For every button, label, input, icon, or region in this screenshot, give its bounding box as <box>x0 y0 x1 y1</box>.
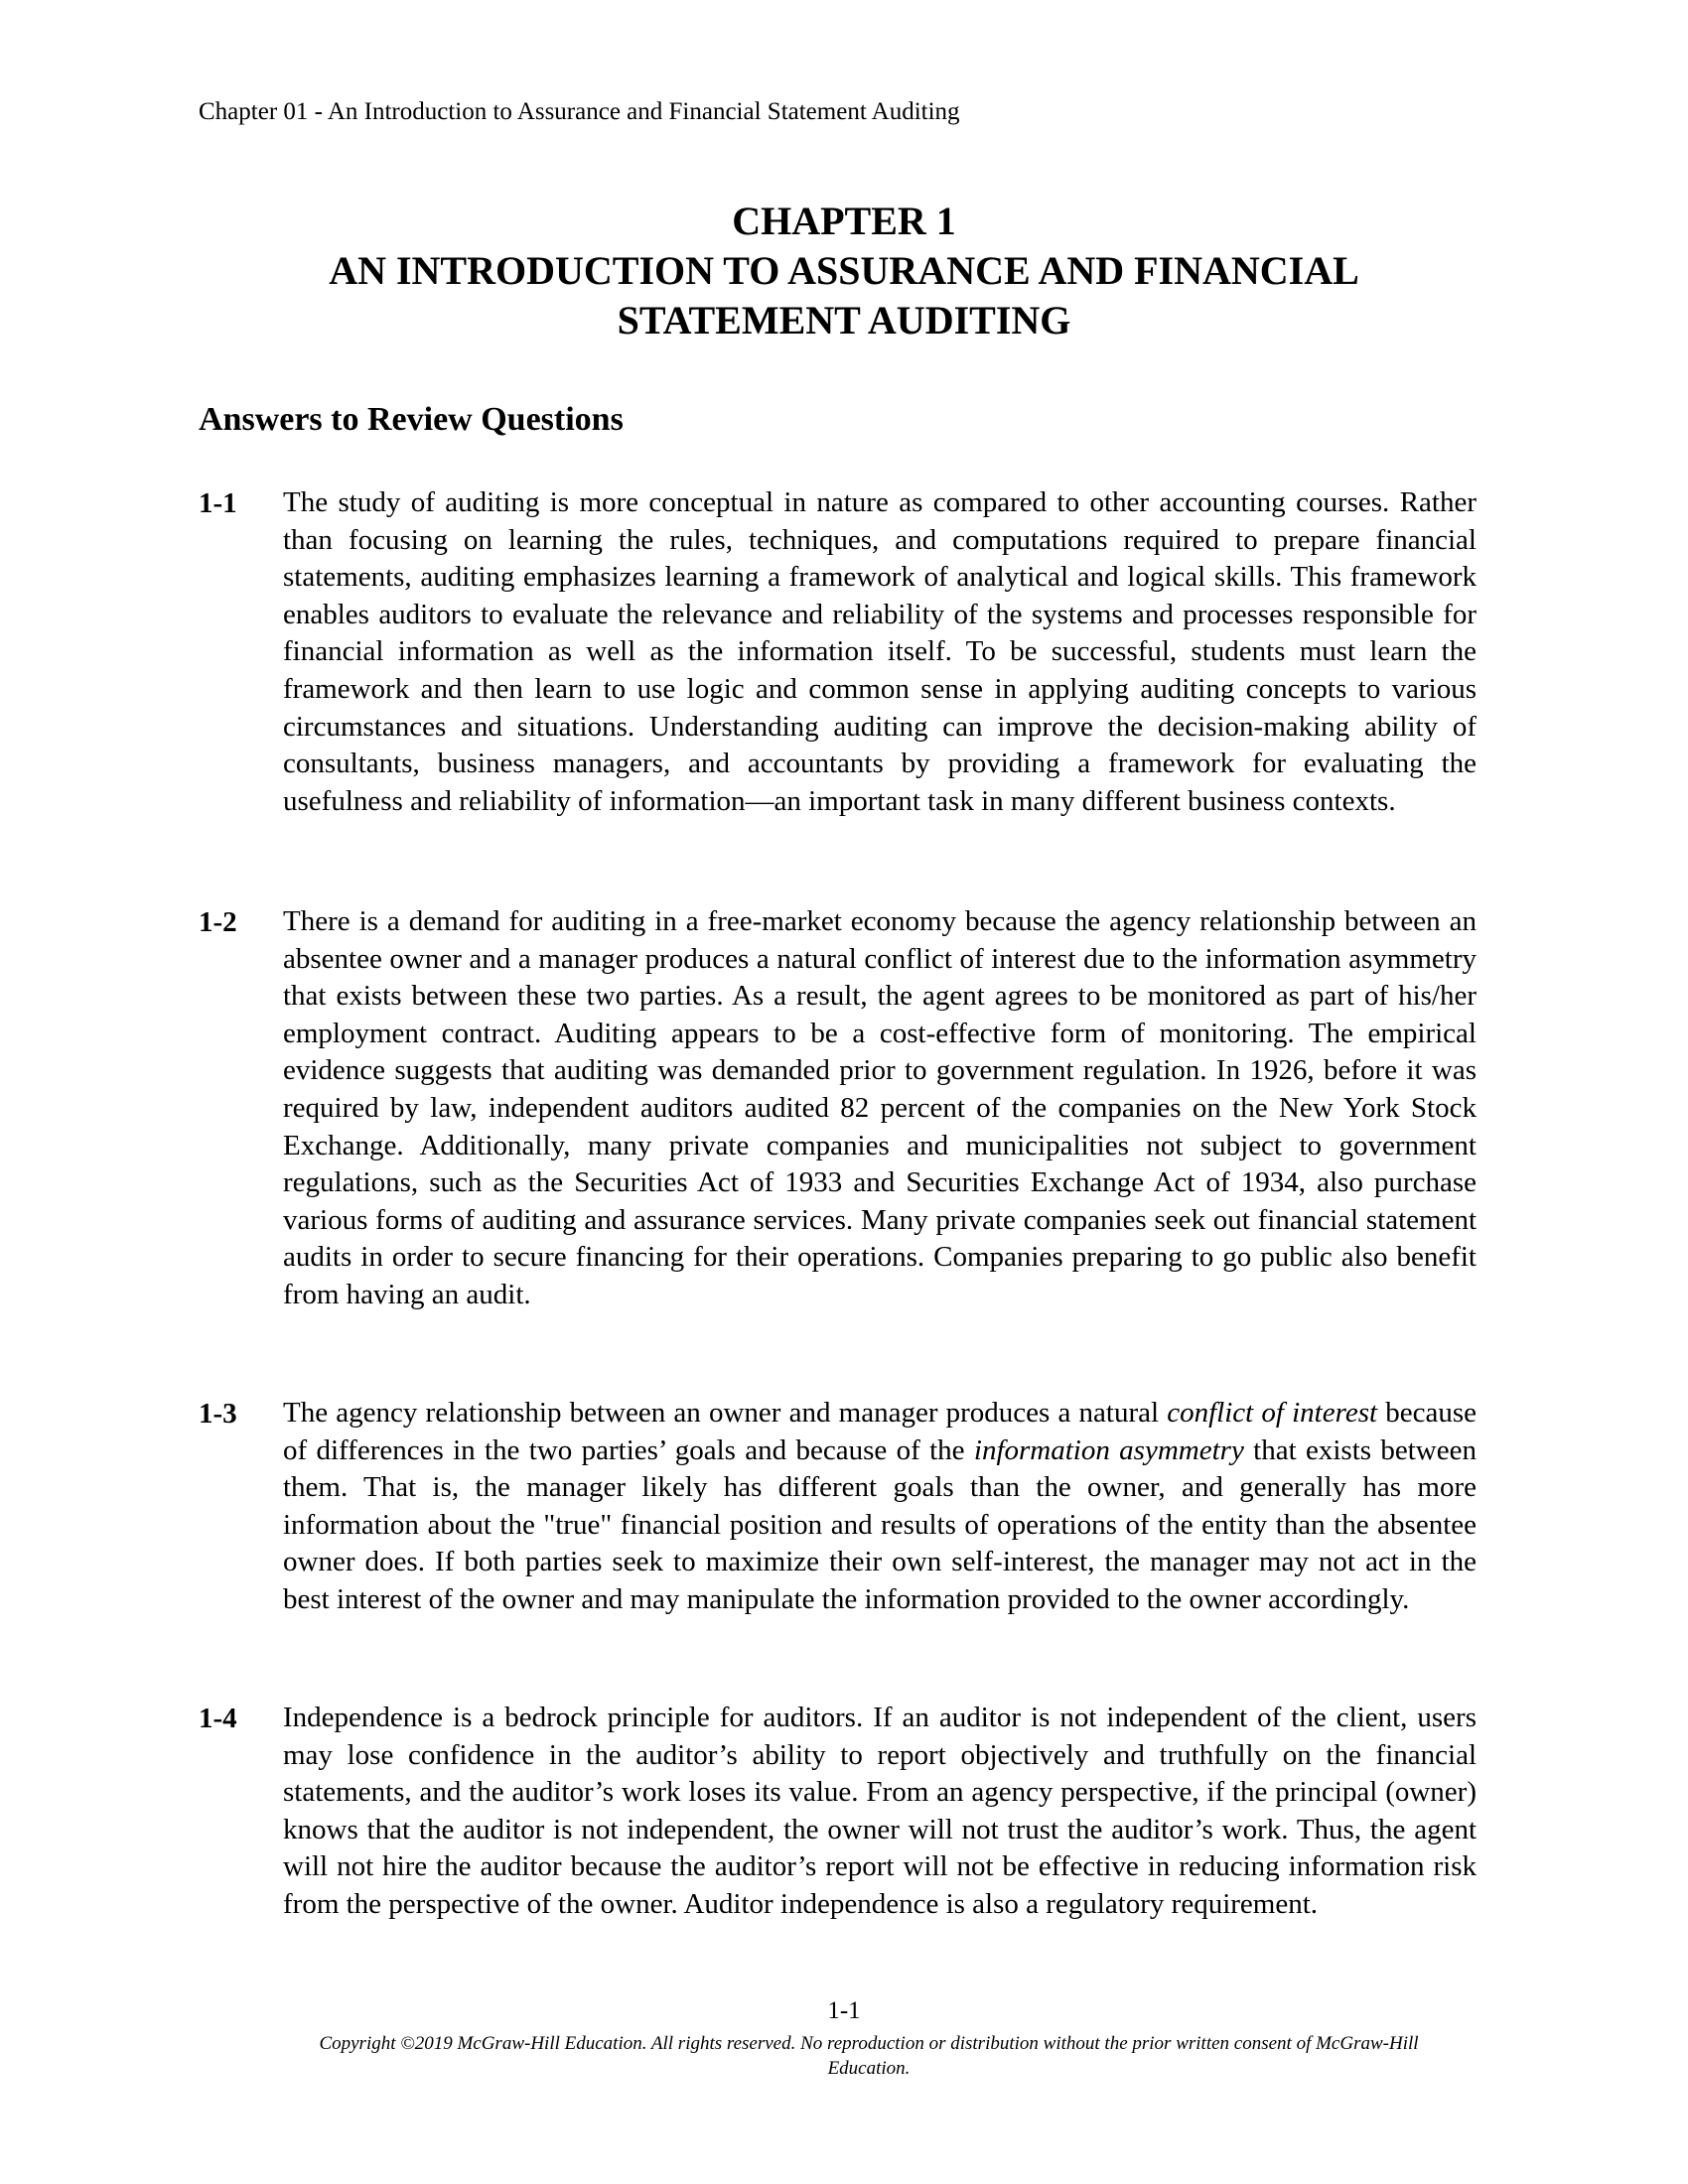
answer-text: Independence is a bedrock principle for auditors. If an auditor is not independent of the client, users may lose confidence in the auditor’s ability to report objectively and truthfully on the financial statements, and the auditor’s work loses its value. From an agency perspective, if the principal (owner) knows that the auditor is not independent, the owner will not trust the auditor’s work. Thus, the agent will not hire the auditor because the auditor’s report will not be effective in reducing information risk from the perspective of the owner. Auditor independence is also a regulatory requirement. <box>283 1702 1477 1920</box>
answer-text: There is a demand for auditing in a free-market economy because the agency relationship between an absentee owner and a manager produces a natural conflict of interest due to the information asymmetry that exists between these two parties. As a result, the agent agrees to be monitored as part of his/her employment contract. Auditing appears to be a cost-effective form of monitoring. The empirical evidence suggests that auditing was demanded prior to government regulation. In 1926, before it was required by law, independent auditors audited 82 percent of the companies on the New York Stock Exchange. Additionally, many private companies and municipalities not subject to government regulations, such as the Securities Act of 1933 and Securities Exchange Act of 1934, also purchase various forms of auditing and assurance services. Many private companies seek out financial statement audits in order to secure financing for their operations. Companies preparing to go public also benefit from having an audit. <box>283 905 1477 1310</box>
review-answer-1-2 <box>199 903 1489 1314</box>
page-number: 1-1 <box>827 1997 861 2024</box>
review-answer-1-4 <box>199 1700 1489 1924</box>
copyright-notice: Copyright ©2019 McGraw-Hill Education. All rights reserved. No reproduction or distribution without the prior written consent of McGraw-Hill Education. <box>319 2033 1419 2079</box>
emphasis-conflict-of-interest: conflict of interest <box>1167 1397 1378 1429</box>
chapter-title-line-1: AN INTRODUCTION TO ASSURANCE AND FINANCIAL <box>329 248 1359 293</box>
question-number: 1-4 <box>199 1703 237 1734</box>
question-number: 1-1 <box>199 487 237 519</box>
chapter-title-line-2: STATEMENT AUDITING <box>617 298 1071 342</box>
question-number: 1-3 <box>199 1398 237 1430</box>
section-heading: Answers to Review Questions <box>199 401 624 438</box>
emphasis-information-asymmetry: information asymmetry <box>973 1433 1244 1466</box>
chapter-title <box>199 197 1489 345</box>
answer-text-part: because of differences in the two parties’ goals and because of the <box>283 1397 1477 1466</box>
answer-text: The study of auditing is more conceptual in nature as compared to other accounting courses. Rather than focusing on learning the rules, techniques, and computations required to prepare financial statements, auditing emphasizes learning a framework of analytical and logical skills. This framework enables auditors to evaluate the relevance and reliability of the systems and processes responsible for financial information as well as the information itself. To be successful, students must learn the framework and then learn to use logic and common sense in applying auditing concepts to various circumstances and situations. Understanding auditing can improve the decision-making ability of consultants, business managers, and accountants by providing a framework for evaluating the usefulness and reliability of information—an important task in many different business contexts. <box>283 486 1477 817</box>
question-number: 1-2 <box>199 906 237 938</box>
answer-text <box>283 1395 1477 1619</box>
answer-text-part: that exists between them. That is, the manager likely has different goals than the owner, and generally has more information about the "true" financial position and results of operations of the entity than the absentee owner does. If both parties seek to maximize their own self-interest, the manager may not act in the best interest of the owner and may manipulate the information provided to the owner accordingly. <box>283 1433 1477 1615</box>
review-answer-1-3 <box>199 1395 1489 1619</box>
running-header: Chapter 01 - An Introduction to Assurance and Financial Statement Auditing <box>199 98 960 125</box>
review-answer-1-1 <box>199 484 1489 820</box>
answer-text-part: The agency relationship between an owner and manager produces a natural <box>283 1397 1168 1429</box>
chapter-number: CHAPTER 1 <box>732 199 956 243</box>
